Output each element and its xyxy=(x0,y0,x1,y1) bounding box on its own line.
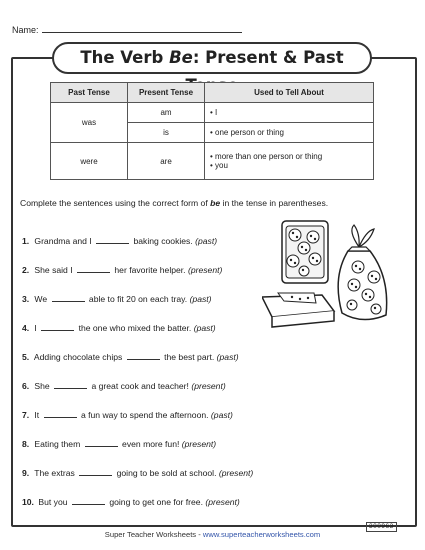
question-number: 6. xyxy=(22,381,30,391)
question-text-before: It xyxy=(34,410,40,420)
question-tense-hint: (past) xyxy=(189,294,212,304)
question-tense-hint: (present) xyxy=(191,381,226,391)
question-tense-hint: (present) xyxy=(205,497,240,507)
question-text-after: a fun way to spend the afternoon. xyxy=(80,410,209,420)
question-text-after: going to be sold at school. xyxy=(116,468,217,478)
question-text-before: The extras xyxy=(34,468,75,478)
question-item xyxy=(22,294,212,304)
footer xyxy=(0,530,425,539)
answer-blank[interactable] xyxy=(85,440,118,447)
answer-blank[interactable] xyxy=(127,353,160,360)
cell-one-person: • one person or thing xyxy=(205,123,374,143)
answer-blank[interactable] xyxy=(96,237,129,244)
worksheet-title xyxy=(52,42,372,74)
question-item xyxy=(22,439,216,449)
question-item xyxy=(22,410,233,420)
title-pre: The Verb xyxy=(80,48,170,67)
question-item xyxy=(22,265,222,275)
question-item xyxy=(22,323,216,333)
question-number: 5. xyxy=(22,352,30,362)
question-text-after: the best part. xyxy=(164,352,215,362)
instructions xyxy=(20,198,328,208)
question-tense-hint: (past) xyxy=(216,352,239,362)
name-row xyxy=(12,24,242,35)
header-used-to-tell: Used to Tell About xyxy=(205,83,374,103)
cell-am: am xyxy=(128,103,205,123)
table-row xyxy=(51,103,374,123)
footer-brand: Super Teacher Worksheets xyxy=(104,530,197,539)
header-present-tense: Present Tense xyxy=(128,83,205,103)
cookie-icon xyxy=(287,255,299,267)
cell-i: • I xyxy=(205,103,374,123)
question-item xyxy=(22,497,240,507)
question-number: 1. xyxy=(22,236,30,246)
cookie-icon xyxy=(309,253,321,265)
question-text-before: But you xyxy=(38,497,68,507)
instructions-post: in the tense in parentheses. xyxy=(220,198,329,208)
question-number: 10. xyxy=(22,497,34,507)
cookie-icon xyxy=(348,279,360,291)
cookie-icon xyxy=(289,229,301,241)
question-text-after: the one who mixed the batter. xyxy=(78,323,192,333)
footer-url-link[interactable]: www.superteacherworksheets.com xyxy=(202,530,321,539)
question-item xyxy=(22,352,239,362)
question-text-before: Grandma and I xyxy=(34,236,92,246)
answer-blank[interactable] xyxy=(41,324,74,331)
cookie-icon xyxy=(299,266,309,276)
instructions-em: be xyxy=(210,198,221,208)
question-number: 3. xyxy=(22,294,30,304)
cookie-icon xyxy=(362,289,374,301)
answer-blank[interactable] xyxy=(54,382,87,389)
cell-you: • you xyxy=(210,161,228,170)
cookie-icon xyxy=(368,271,380,283)
title-post: : Present & Past xyxy=(192,48,344,67)
question-item xyxy=(22,236,217,246)
question-item xyxy=(22,468,253,478)
grammar-table xyxy=(50,82,374,180)
cell-is: is xyxy=(128,123,205,143)
question-item xyxy=(22,381,226,391)
cell-are: are xyxy=(128,143,205,180)
question-text-before: Eating them xyxy=(34,439,81,449)
cookies-illustration xyxy=(262,217,390,335)
question-number: 8. xyxy=(22,439,30,449)
question-text-before: I xyxy=(34,323,37,333)
cookie-icon xyxy=(352,261,364,273)
table-header-row xyxy=(51,83,374,103)
question-text-before: She said I xyxy=(34,265,73,275)
question-tense-hint: (present) xyxy=(187,265,223,275)
question-number: 7. xyxy=(22,410,30,420)
question-text-after: even more fun! xyxy=(122,439,180,449)
cookie-icon xyxy=(347,300,357,310)
bag-bow-icon xyxy=(352,225,374,247)
cell-plural xyxy=(205,143,374,180)
question-tense-hint: (past) xyxy=(210,410,233,420)
question-text-before: Adding chocolate chips xyxy=(33,352,123,362)
answer-blank[interactable] xyxy=(44,411,77,418)
cookie-icon xyxy=(298,242,310,254)
worksheet-code: 300963 xyxy=(366,522,397,532)
question-text-after: able to fit 20 on each tray. xyxy=(88,294,188,304)
question-tense-hint: (past) xyxy=(195,236,218,246)
name-blank-line[interactable] xyxy=(42,24,242,33)
question-tense-hint: (present) xyxy=(181,439,217,449)
answer-blank[interactable] xyxy=(72,498,105,505)
cell-more-than-one: • more than one person or thing xyxy=(210,152,323,161)
question-text-before: She xyxy=(34,381,50,391)
footer-sep: - xyxy=(196,530,203,539)
cell-were: were xyxy=(51,143,128,180)
name-label: Name: xyxy=(12,25,39,35)
answer-blank[interactable] xyxy=(52,295,85,302)
table-row xyxy=(51,143,374,180)
question-number: 9. xyxy=(22,468,30,478)
question-number: 2. xyxy=(22,265,30,275)
question-text-after: going to get one for free. xyxy=(109,497,203,507)
question-tense-hint: (past) xyxy=(193,323,216,333)
cookie-icon xyxy=(307,231,319,243)
title-em: Be xyxy=(169,48,193,67)
answer-blank[interactable] xyxy=(77,266,110,273)
cell-was: was xyxy=(51,103,128,143)
instructions-pre: Complete the sentences using the correct form of xyxy=(20,198,211,208)
cookie-icon xyxy=(371,304,381,314)
header-past-tense: Past Tense xyxy=(51,83,128,103)
question-text-after: her favorite helper. xyxy=(114,265,186,275)
answer-blank[interactable] xyxy=(79,469,112,476)
question-text-before: We xyxy=(34,294,48,304)
bag-neck xyxy=(348,247,370,251)
question-text-after: a great cook and teacher! xyxy=(91,381,189,391)
question-number: 4. xyxy=(22,323,30,333)
question-tense-hint: (present) xyxy=(218,468,254,478)
question-text-after: baking cookies. xyxy=(133,236,193,246)
